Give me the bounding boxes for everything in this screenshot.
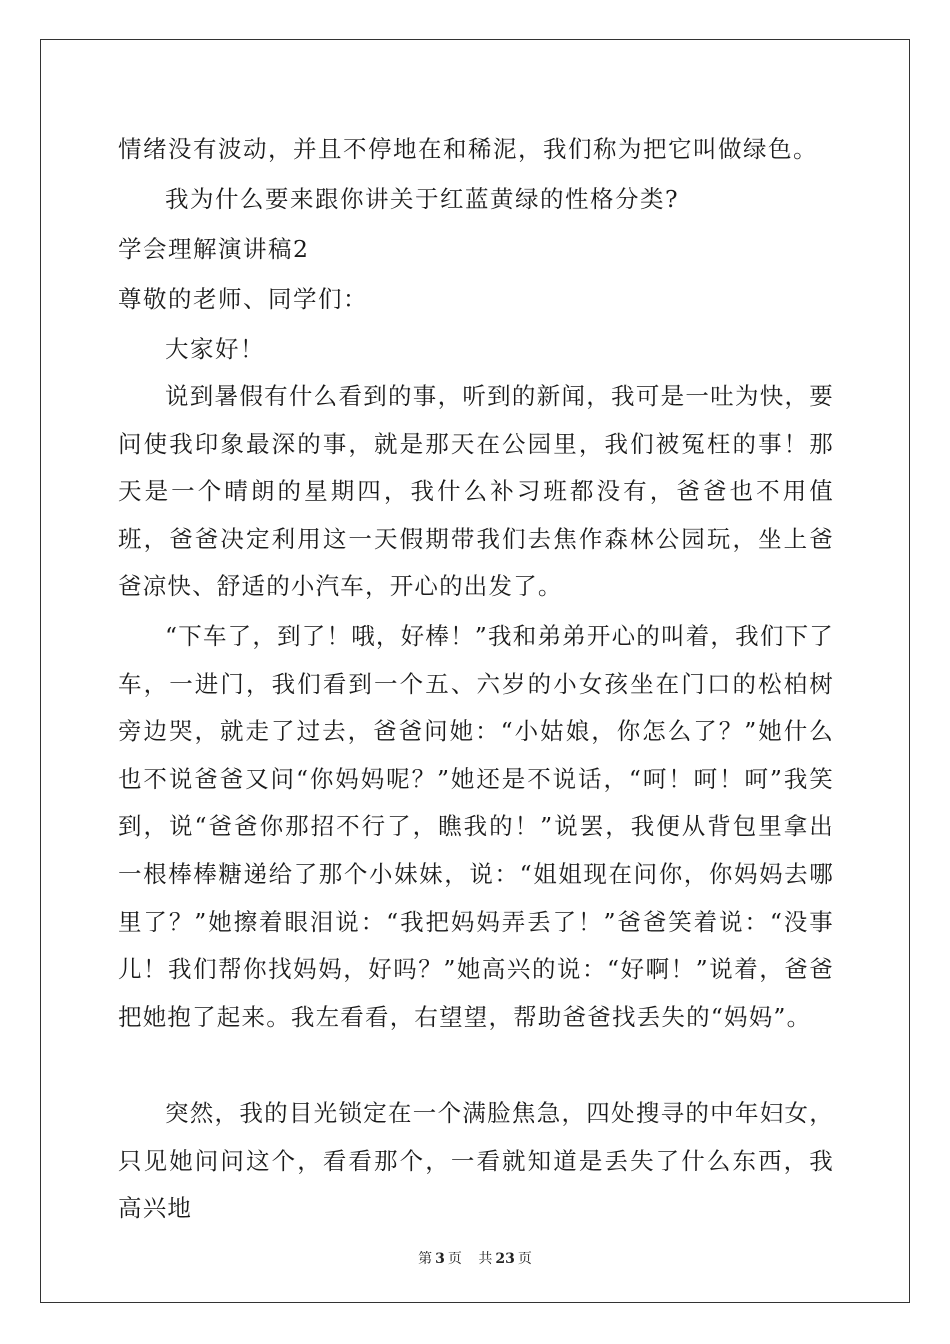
paragraph-1: 说到暑假有什么看到的事，听到的新闻，我可是一吐为快，要问使我印象最深的事，就是那天在公园里，我们被冤枉的事！那天是一个晴朗的星期四，我什么补习班都没有，爸爸也不用值班，爸爸决定利用这一天假期带我们去焦作森林公园玩，坐上爸爸凉快、舒适的小汽车，开心的出发了。 — [118, 382, 834, 601]
page-total: 共 23 页 — [478, 1251, 532, 1267]
text-line-question: 我为什么要来跟你讲关于红蓝黄绿的性格分类? — [165, 185, 680, 213]
paragraph-2: “下车了，到了！哦，好棒！”我和弟弟开心的叫着，我们下了车，一进门，我们看到一个五、六岁的小女孩坐在门口的松柏树旁边哭，就走了过去，爸爸问她：“小姑娘，你怎么了？”她什么也不说爸爸又问“你妈妈呢？”她还是不说话，“呵！呵！呵”我笑到，说“爸爸你那招不行了，瞧我的！”说罢，我便从背包里拿出一根棒棒糖递给了那个小妹妹，说：“姐姐现在问你，你妈妈去哪里了？”她擦着眼泪说：“我把妈妈弄丢了！”爸爸笑着说：“没事儿！我们帮你找妈妈，好吗？”她高兴的说：“好啊！”说着，爸爸把她抱了起来。我左看看，右望望，帮助爸爸找丢失的“妈妈”。 — [118, 622, 834, 1031]
hello-line: 大家好！ — [165, 335, 265, 363]
page-number: 第 3 页 — [418, 1251, 462, 1267]
paragraph-3: 突然，我的目光锁定在一个满脸焦急，四处搜寻的中年妇女，只见她问问这个，看看那个，一看就知道是丢失了什么东西，我高兴地 — [118, 1099, 834, 1223]
section-title: 学会理解演讲稿2 — [118, 235, 310, 263]
text-line-continuation: 情绪没有波动，并且不停地在和稀泥，我们称为把它叫做绿色。 — [118, 135, 818, 163]
page-footer — [0, 1248, 950, 1268]
greeting-line: 尊敬的老师、同学们： — [118, 285, 368, 313]
